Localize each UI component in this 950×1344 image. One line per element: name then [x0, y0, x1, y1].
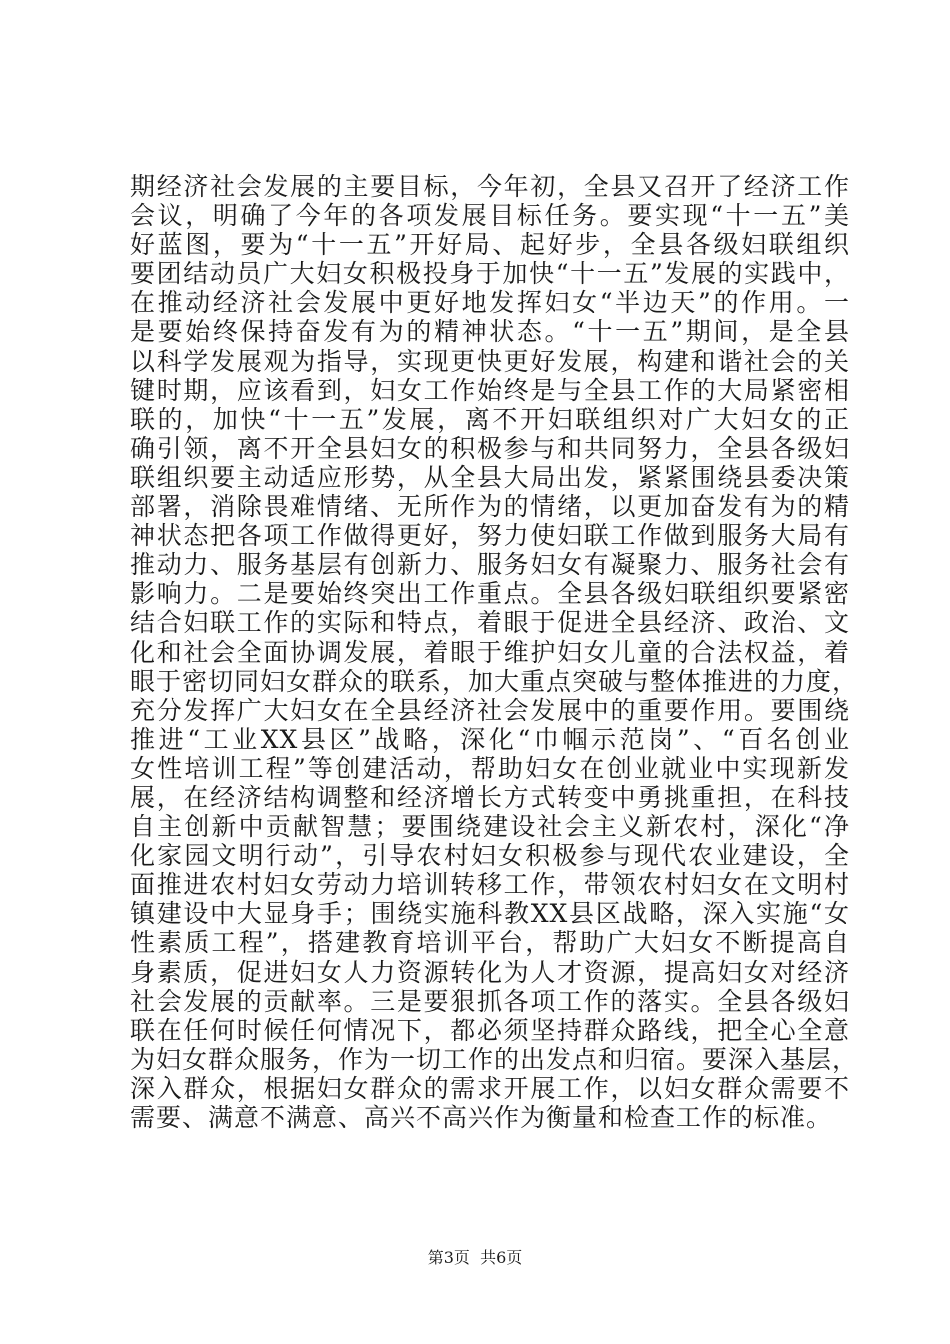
text-line: 以科学发展观为指导，实现更快更好发展，构建和谐社会的关 [130, 346, 850, 376]
text-line: 键时期，应该看到，妇女工作始终是与全县工作的大局紧密相 [130, 375, 850, 405]
text-line: 要团结动员广大妇女积极投身于加快“十一五”发展的实践中， [130, 259, 850, 289]
text-line: 神状态把各项工作做得更好，努力使妇联工作做到服务大局有 [130, 521, 850, 551]
text-line: 好蓝图，要为“十一五”开好局、起好步，全县各级妇联组织 [130, 230, 850, 260]
text-line: 确引领，离不开全县妇女的积极参与和共同努力，全县各级妇 [130, 433, 850, 463]
page-footer [0, 1245, 950, 1268]
text-line: 充分发挥广大妇女在全县经济社会发展中的重要作用。要围绕 [130, 695, 850, 725]
text-line: 是要始终保持奋发有为的精神状态。“十一五”期间，是全县 [130, 317, 850, 347]
text-line: 性素质工程”，搭建教育培训平台，帮助广大妇女不断提高自 [130, 928, 850, 958]
body-paragraph [130, 172, 859, 1132]
text-line: 社会发展的贡献率。三是要狠抓各项工作的落实。全县各级妇 [130, 986, 850, 1016]
text-line: 部署，消除畏难情绪、无所作为的情绪，以更加奋发有为的精 [130, 492, 850, 522]
page-number-label: 第3页 共6页 [427, 1248, 523, 1267]
text-line: 影响力。二是要始终突出工作重点。全县各级妇联组织要紧密 [130, 579, 850, 609]
text-line: 推进“工业XX县区”战略，深化“巾帼示范岗”、“百名创业 [130, 724, 850, 754]
text-line: 期经济社会发展的主要目标，今年初，全县又召开了经济工作 [130, 172, 850, 201]
text-line: 展，在经济结构调整和经济增长方式转变中勇挑重担，在科技 [130, 782, 850, 812]
text-line: 化和社会全面协调发展，着眼于维护妇女儿童的合法权益，着 [130, 637, 850, 667]
text-line: 需要、满意不满意、高兴不高兴作为衡量和检查工作的标准。 [130, 1103, 833, 1132]
text-line: 镇建设中大显身手；围绕实施科教XX县区战略，深入实施“女 [130, 899, 850, 929]
text-line: 自主创新中贡献智慧；要围绕建设社会主义新农村，深化“净 [130, 812, 850, 842]
text-line: 化家园文明行动”，引导农村妇女积极参与现代农业建设，全 [130, 841, 850, 871]
text-line: 女性培训工程”等创建活动，帮助妇女在创业就业中实现新发 [130, 753, 850, 783]
text-line: 结合妇联工作的实际和特点，着眼于促进全县经济、政治、文 [130, 608, 850, 638]
text-line: 为妇女群众服务，作为一切工作的出发点和归宿。要深入基层， [130, 1044, 859, 1074]
text-line: 在推动经济社会发展中更好地发挥妇女“半边天”的作用。一 [130, 288, 850, 318]
text-line: 联在任何时候任何情况下，都必须坚持群众路线，把全心全意 [130, 1015, 850, 1045]
text-line: 联组织要主动适应形势，从全县大局出发，紧紧围绕县委决策 [130, 462, 850, 492]
text-line: 深入群众，根据妇女群众的需求开展工作，以妇女群众需要不 [130, 1073, 850, 1103]
text-line: 联的，加快“十一五”发展，离不开妇联组织对广大妇女的正 [130, 404, 850, 434]
text-line: 推动力、服务基层有创新力、服务妇女有凝聚力、服务社会有 [130, 550, 850, 580]
text-line: 会议，明确了今年的各项发展目标任务。要实现“十一五”美 [130, 201, 850, 231]
text-line: 面推进农村妇女劳动力培训转移工作，带领农村妇女在文明村 [130, 870, 850, 900]
text-line: 眼于密切同妇女群众的联系，加大重点突破与整体推进的力度， [130, 666, 859, 696]
text-line: 身素质，促进妇女人力资源转化为人才资源，提高妇女对经济 [130, 957, 850, 987]
